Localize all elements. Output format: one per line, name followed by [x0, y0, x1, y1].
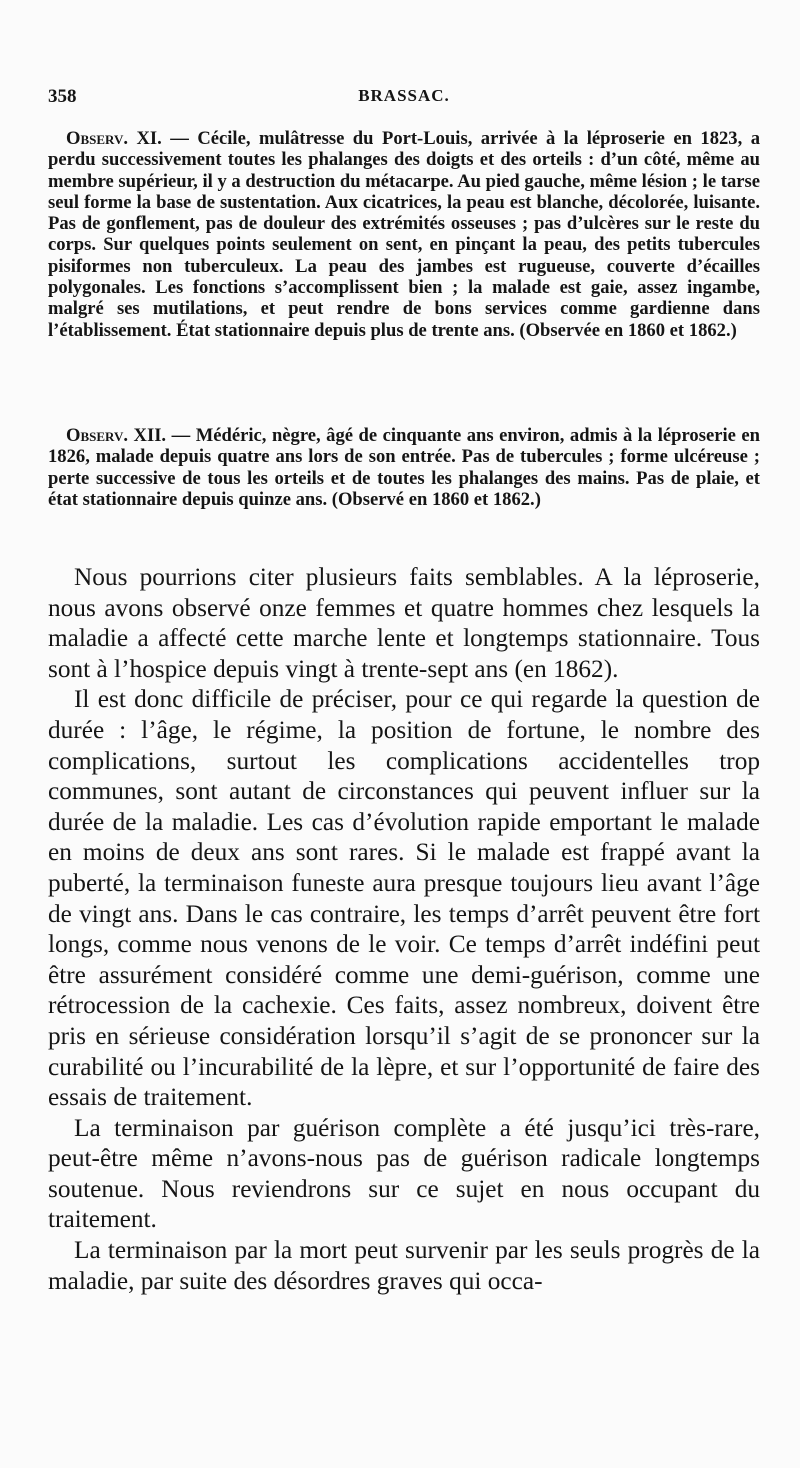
- observation-paragraph: [48, 128, 760, 341]
- page-number: 358: [48, 86, 77, 107]
- observation-label: Observ. XI.: [66, 128, 162, 149]
- observation-xi: [48, 128, 760, 341]
- body-paragraph: La terminaison par guérison complète a été jusqu’ici très-rare, peut-être même n’avons-nous pas de guérison radicale longtemps soutenue. Nous reviendrons sur ce sujet en nous occupant du traitement.: [48, 1113, 760, 1234]
- observation-text: — Médéric, nègre, âgé de cinquante ans environ, admis à la léproserie en 1826, malade depuis quatre ans lors de son entrée. Pas de tubercules ; forme ulcéreuse ; perte successive de tous les orteils et de toutes les phalanges des mains. Pas de plaie, et état stationnaire depuis quinze ans. (Observé en 1860 et 1862.): [48, 425, 761, 510]
- running-head: [48, 86, 760, 112]
- body-paragraph: Il est donc difficile de préciser, pour ce qui regarde la question de durée : l’âge, le régime, la position de fortune, le nombre des complications, surtout les complications accidentelles trop communes, sont autant de circonstances qui peuvent influer sur la durée de la maladie. Les cas d’évolution rapide emportant le malade en moins de deux ans sont rares. Si le malade est frappé avant la puberté, la terminaison funeste aura presque toujours lieu avant l’âge de vingt ans. Dans le cas contraire, les temps d’arrêt peuvent être fort longs, comme nous venons de le voir. Ce temps d’arrêt indéfini peut être assurément considéré comme une demi-guérison, comme une rétrocession de la cachexie. Ces faits, assez nombreux, doivent être pris en sérieuse considération lorsqu’il s’agit de se prononcer sur la curabilité ou l’incurabilité de la lèpre, et sur l’opportunité de faire des essais de traitement.: [48, 685, 760, 1112]
- observation-xii: [48, 425, 760, 510]
- running-title: BRASSAC.: [358, 86, 450, 105]
- observation-paragraph: [48, 425, 760, 510]
- main-text: [48, 562, 760, 1296]
- body-paragraph: La terminaison par la mort peut survenir par les seuls progrès de la maladie, par suite des désordres graves qui occa-: [48, 1236, 760, 1295]
- observation-label: Observ. XII.: [66, 425, 167, 446]
- body-paragraph: Nous pourrions citer plusieurs faits semblables. A la léproserie, nous avons observé onze femmes et quatre hommes chez lesquels la maladie a affecté cette marche lente et longtemps stationnaire. Tous sont à l’hospice depuis vingt à trente-sept ans (en 1862).: [48, 563, 760, 683]
- observation-text: — Cécile, mulâtresse du Port-Louis, arrivée à la léproserie en 1823, a perdu successivement toutes les phalanges des doigts et des orteils : d’un côté, même au membre supérieur, il y a destruction du métacarpe. Au pied gauche, même lésion ; le tarse seul forme la base de sustentation. Aux cicatrices, la peau est blanche, décolorée, luisante. Pas de gonflement, pas de douleur des extrémités osseuses ; pas d’ulcères sur le reste du corps. Sur quelques points seulement on sent, en pinçant la peau, des petits tubercules pisiformes non tuberculeux. La peau des jambes est rugueuse, couverte d’écailles polygonales. Les fonctions s’accomplissent bien ; la malade est gaie, assez ingambe, malgré ses mutilations, et peut rendre de bons services comme gardienne dans l’établissement. État stationnaire depuis plus de trente ans. (Observée en 1860 et 1862.): [48, 128, 761, 341]
